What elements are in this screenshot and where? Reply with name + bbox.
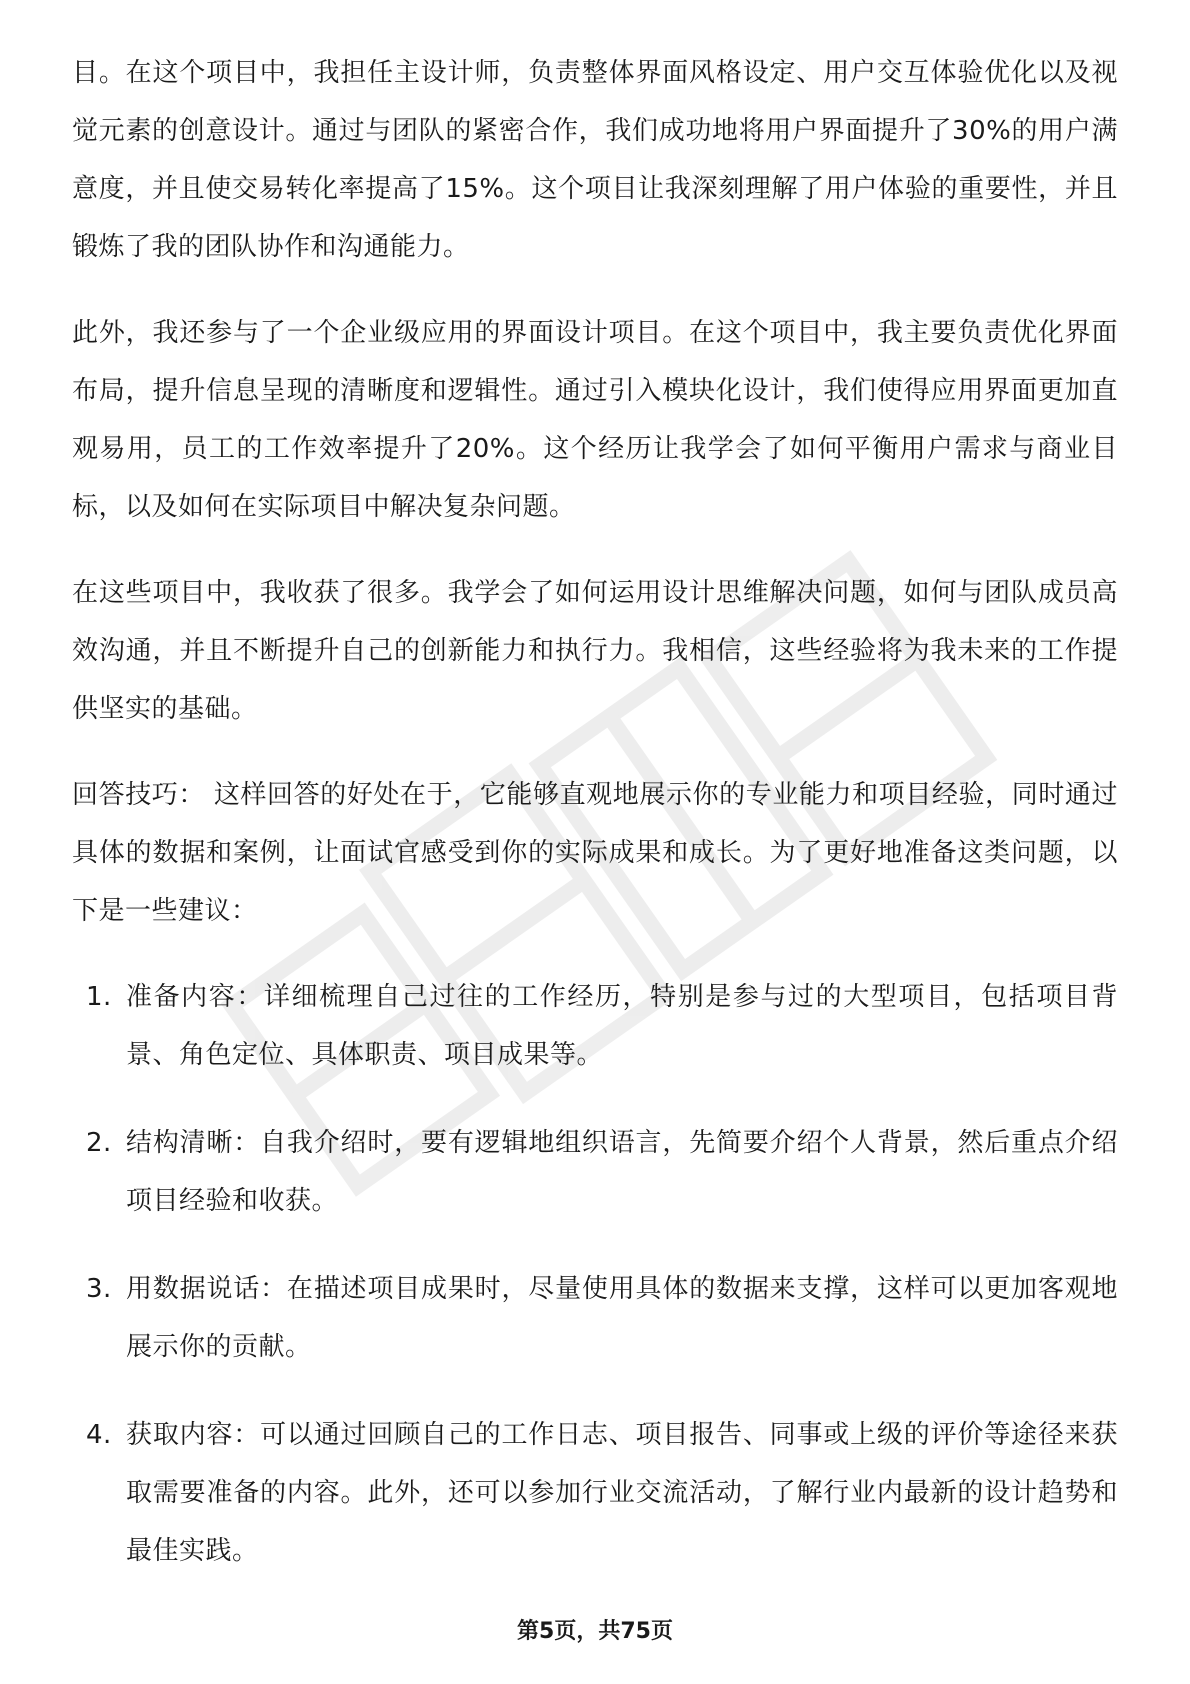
paragraph-2: 此外，我还参与了一个企业级应用的界面设计项目。在这个项目中，我主要负责优化界面布局，提升信息呈现的清晰度和逻辑性。通过引入模块化设计，我们使得应用界面更加直观易用，员工的工作效率提升了20%。这个经历让我学会了如何平衡用户需求与商业目标，以及如何在实际项目中解决复杂问题。 bbox=[72, 318, 1118, 522]
document-body bbox=[72, 44, 1118, 1610]
page-number-footer: 第5页，共75页 bbox=[517, 1619, 673, 1644]
list-item-number: 4. bbox=[86, 1420, 112, 1450]
list-item-text: 结构清晰：自我介绍时，要有逻辑地组织语言，先简要介绍个人背景，然后重点介绍项目经验和收获。 bbox=[126, 1128, 1118, 1216]
list-item-number: 2. bbox=[86, 1128, 112, 1158]
list-item bbox=[72, 1260, 1118, 1376]
list-item-text: 用数据说话：在描述项目成果时，尽量使用具体的数据来支撑，这样可以更加客观地展示你的贡献。 bbox=[126, 1274, 1118, 1362]
paragraph-tips: 回答技巧： 这样回答的好处在于，它能够直观地展示你的专业能力和项目经验，同时通过具体的数据和案例，让面试官感受到你的实际成果和成长。为了更好地准备这类问题，以下是一些建议： bbox=[72, 780, 1118, 926]
list-item bbox=[72, 1114, 1118, 1230]
suggestion-list bbox=[72, 968, 1118, 1580]
paragraph-1: 目。在这个项目中，我担任主设计师，负责整体界面风格设定、用户交互体验优化以及视觉元素的创意设计。通过与团队的紧密合作，我们成功地将用户界面提升了30%的用户满意度，并且使交易转化率提高了15%。这个项目让我深刻理解了用户体验的重要性，并且锻炼了我的团队协作和沟通能力。 bbox=[72, 58, 1118, 262]
list-item-text: 获取内容：可以通过回顾自己的工作日志、项目报告、同事或上级的评价等途径来获取需要准备的内容。此外，还可以参加行业交流活动，了解行业内最新的设计趋势和最佳实践。 bbox=[126, 1420, 1118, 1566]
list-item-number: 1. bbox=[86, 982, 112, 1012]
paragraph-3: 在这些项目中，我收获了很多。我学会了如何运用设计思维解决问题，如何与团队成员高效沟通，并且不断提升自己的创新能力和执行力。我相信，这些经验将为我未来的工作提供坚实的基础。 bbox=[72, 578, 1118, 724]
list-item bbox=[72, 1406, 1118, 1580]
list-item-number: 3. bbox=[86, 1274, 112, 1304]
list-item bbox=[72, 968, 1118, 1084]
list-item-text: 准备内容：详细梳理自己过往的工作经历，特别是参与过的大型项目，包括项目背景、角色定位、具体职责、项目成果等。 bbox=[126, 982, 1118, 1070]
